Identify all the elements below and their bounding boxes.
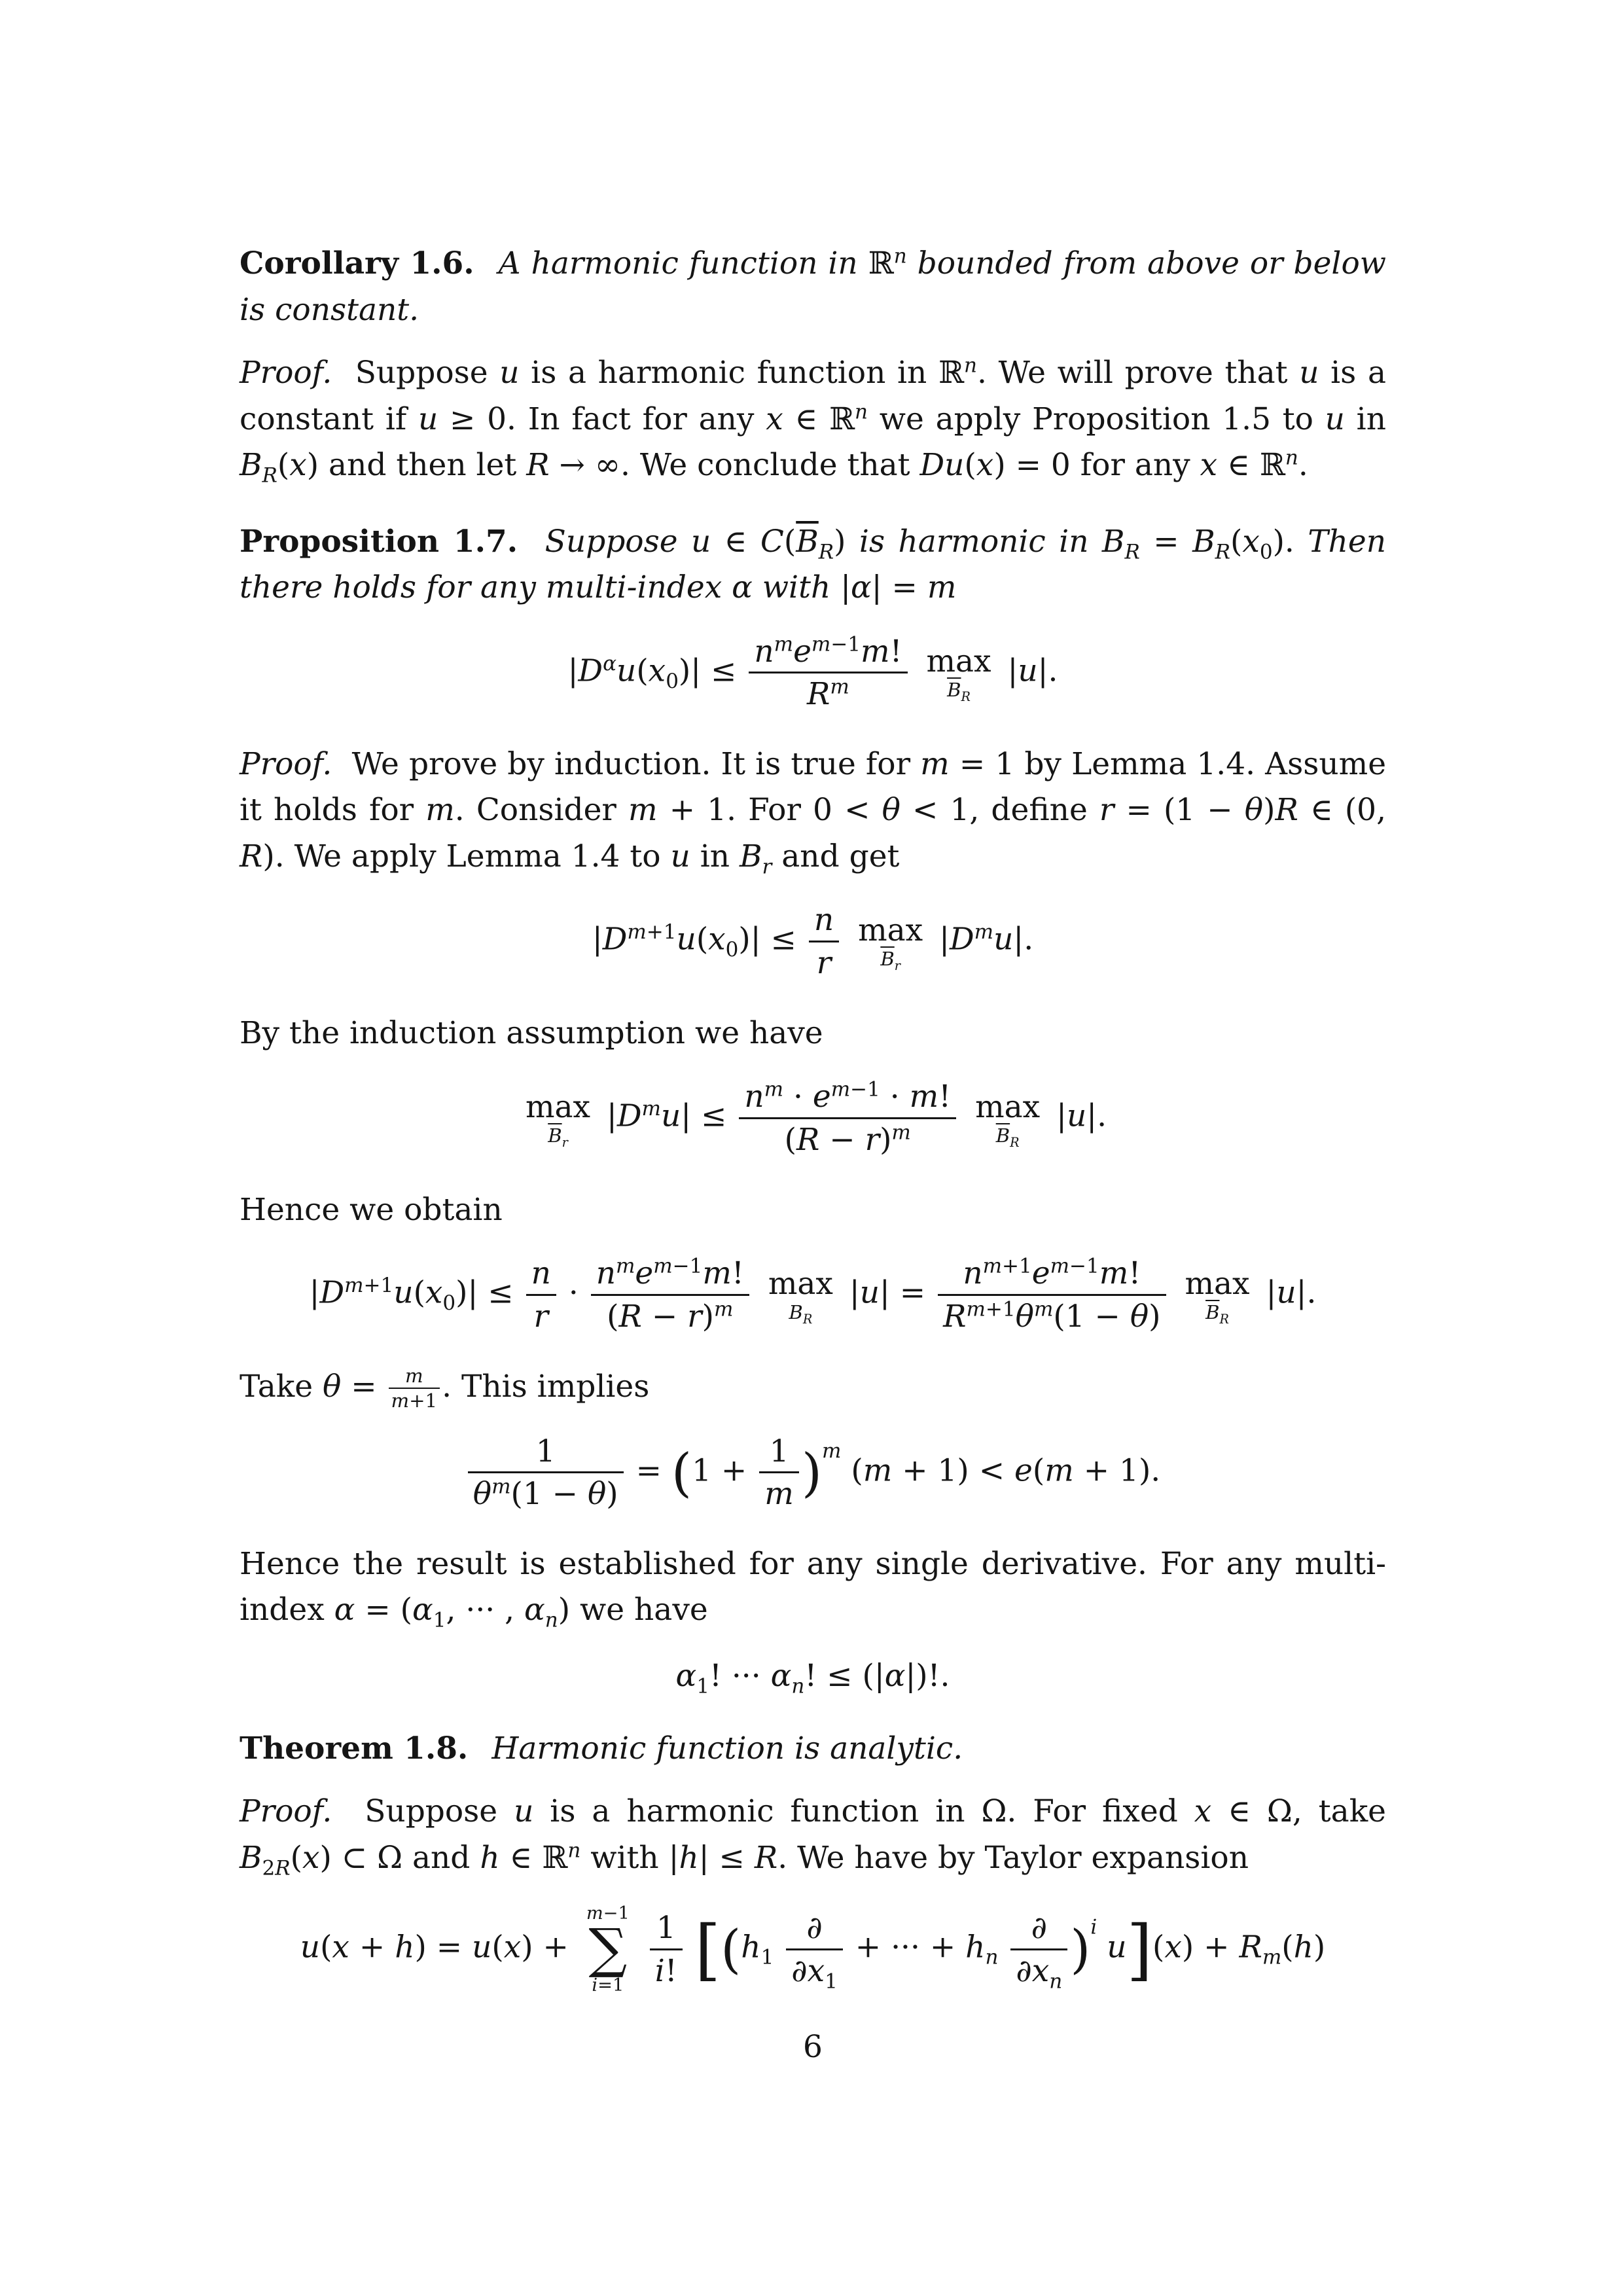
proposition-statement: Suppose u ∈ $C(\overline{B}_R)$ is harmonic in $B_R = B_R(x_0)$. Then there holds for any multi-index α with |α| = m [240, 523, 1387, 605]
theorem-proof: Proof. Suppose u is a harmonic function in Ω. For fixed x ∈ Ω, take $B_{2R}(x)$ ⊂ Ω and h ∈ ℝ$^n$ with |h| ≤ R. We have by Taylor expansion [240, 1793, 1386, 1880]
formula-multiindex-factorial: $\alpha_1$! ··· $\alpha_n$! ≤ (|α|)!. [675, 1657, 950, 1698]
formula-lemma-step: $|D^{m+1}u(x_0)|$ ≤ $\frac{n}{r}$ max $\overline{B}_r$ $|D^mu|$. [592, 902, 1034, 982]
theorem-1-8 [240, 1726, 1386, 1772]
corollary-label: Corollary 1.6. [240, 245, 474, 281]
corollary-proof: Proof. Suppose u is a harmonic function in ℝ$^n$. We will prove that u is a constant if u ≥ 0. In fact for any x ∈ ℝ$^n$ we apply Proposition 1.5 to u in $B_R(x)$ and then let R → ∞. We conclude that Du(x) = 0 for any x ∈ ℝ$^n$. [240, 353, 1386, 488]
hence-intro: Hence we obtain [240, 1191, 503, 1228]
induction-intro: By the induction assumption we have [240, 1014, 823, 1051]
theorem-statement: Harmonic function is analytic. [491, 1730, 963, 1767]
page-number: 6 [803, 2028, 823, 2065]
theorem-label: Theorem 1.8. [240, 1730, 469, 1767]
proposition-1-7 [240, 519, 1386, 611]
take-theta-paragraph: Take θ = $\frac{m}{m+1}$ . This implies [240, 1365, 650, 1412]
proposition-label: Proposition 1.7. [240, 523, 518, 560]
hence-result-paragraph: Hence the result is established for any single derivative. For any multi-index $\alpha = (\alpha_1$, ··· , $\alpha_n$) we have [240, 1545, 1386, 1632]
corollary-1-6 [240, 241, 1386, 333]
formula-theta-identity: $\frac{1}{\theta^m(1 - \theta)}$ = (1 + $\frac{1}{m}$ )$^m$ (m + 1) < e(m + 1). [240, 1435, 1386, 1511]
proposition-proof: Proof. We prove by induction. It is true for m = 1 by Lemma 1.4. Assume it holds for m. Consider m + 1. For 0 < θ < 1, define r = (1 − θ)R ∈ (0, R). We apply Lemma 1.4 to u in $B_r$ and get [240, 745, 1387, 879]
corollary-statement: A harmonic function in ℝ$^n$ bounded from above or below is constant. [240, 244, 1386, 328]
formula-induction-bound: max $\overline{B}_r$ $|D^mu|$ ≤ $\frac{n^m \cdot e^{m-1} \cdot m!}{(R - r)^m}$ max $\overline{B}_R$ |u|. [525, 1077, 1107, 1158]
formula-taylor-expansion: u(x + h) = u(x) + m−1 ∑ i=1 $\frac{1}{i!}$ [($h_1$ $\frac{\partial}{\partial x_1}$ + ··· + $h_n$ $\frac{\partial}{\partial x_n}$ )$^i$ $u](x) + R_m(h)$ [300, 1903, 1326, 1996]
formula-combined-bound: $|D^{m+1}u(x_0)|$ ≤ $\frac{n}{r}$ · $\frac{n^me^{m-1}m!}{(R - r)^m}$ max $B_R$ |u| = $\frac{n^{m+1}e^{m-1}m!}{R^{m+1}\theta^m(1 - \theta)}$ max $\overline{B}_R$ |u|. [309, 1254, 1317, 1335]
formula-proposition-bound: $|D^\alpha u(x_0)|$ ≤ $\frac{n^me^{m-1}m!}{R^m}$ max $\overline{B}_R$ |u|. [567, 632, 1058, 713]
